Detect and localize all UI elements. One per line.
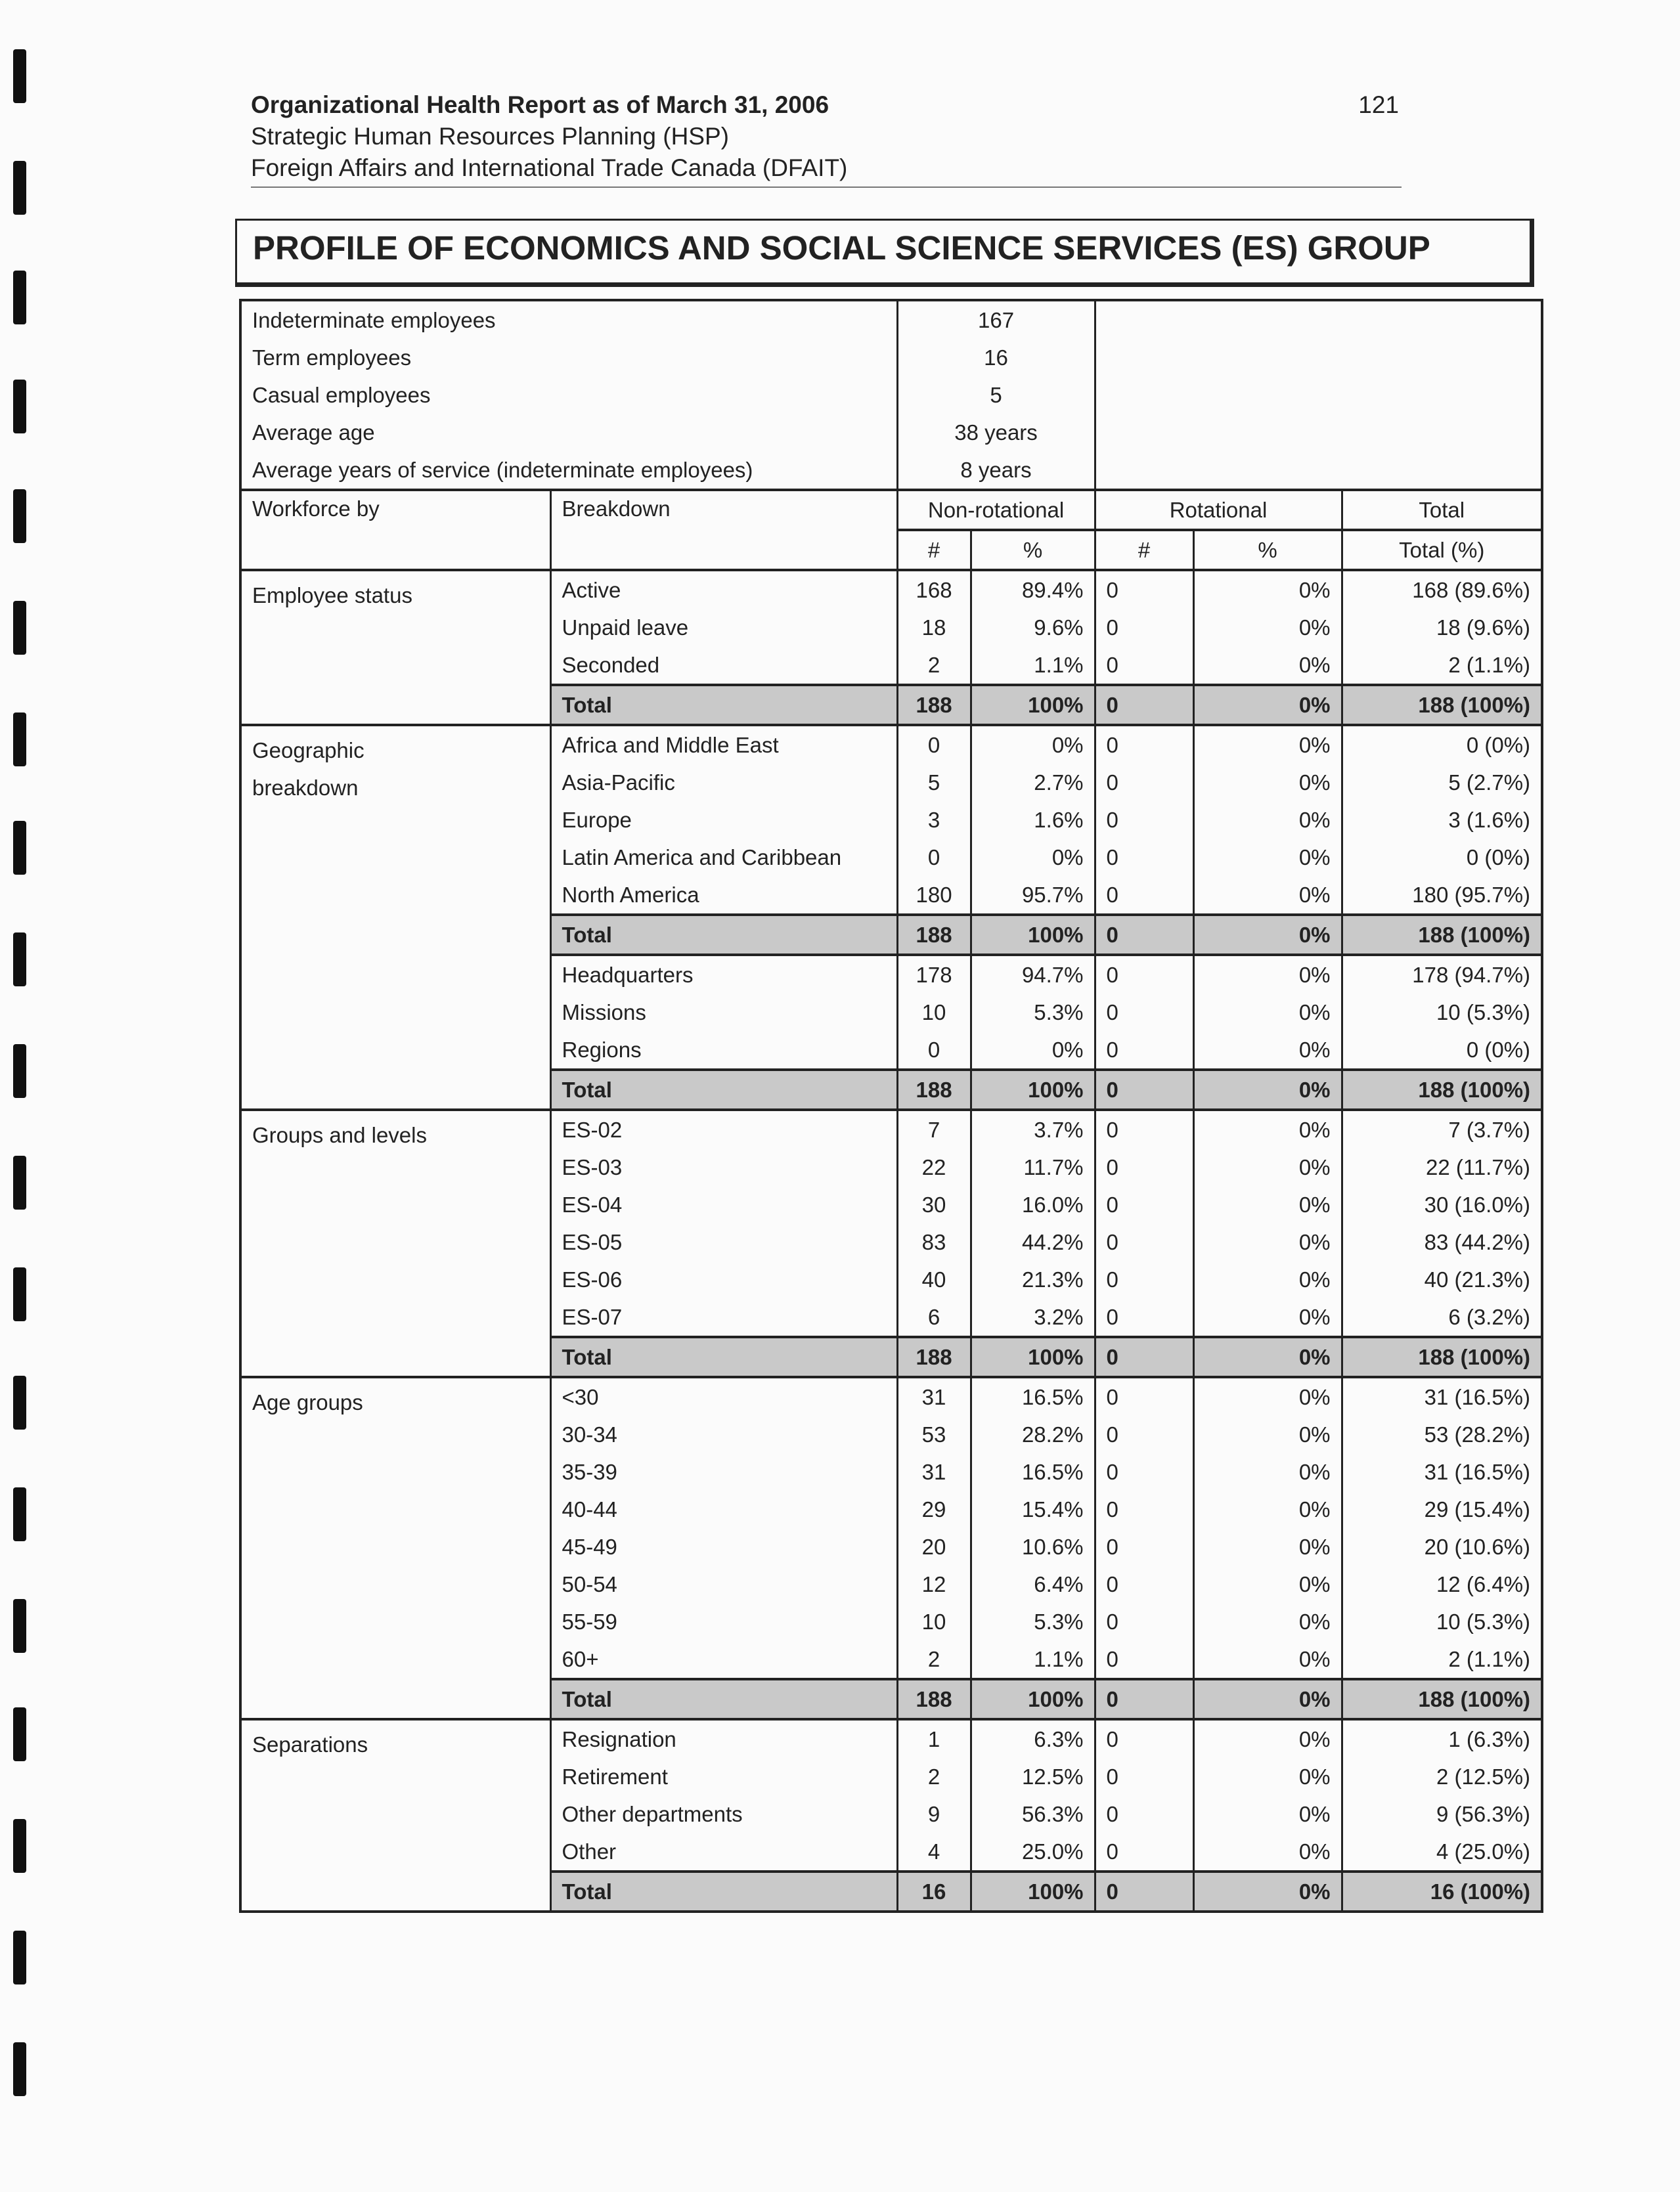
r-count: 0 [1095, 609, 1193, 646]
header-total-pct: Total (%) [1342, 530, 1542, 570]
r-percent: 0% [1193, 876, 1342, 915]
table-row [240, 570, 1542, 609]
profile-title-box [235, 219, 1534, 287]
r-percent: 0% [1193, 1416, 1342, 1453]
total-value: 20 (10.6%) [1342, 1528, 1542, 1566]
binder-hole [13, 1599, 26, 1653]
header-r-percent: % [1193, 530, 1342, 570]
r-count: 0 [1095, 1719, 1193, 1758]
r-percent: 0% [1193, 1298, 1342, 1337]
row-breakdown-label: ES-04 [550, 1186, 897, 1223]
nr-percent: 25.0% [971, 1833, 1095, 1872]
binder-hole [13, 49, 26, 103]
nr-percent: 100% [971, 1679, 1095, 1719]
total-value: 0 (0%) [1342, 725, 1542, 764]
r-count: 0 [1095, 1377, 1193, 1416]
nr-percent: 44.2% [971, 1223, 1095, 1261]
report-title: Organizational Health Report as of March 31, 2006 [251, 91, 829, 118]
r-count: 0 [1095, 1223, 1193, 1261]
nr-count: 168 [897, 570, 971, 609]
row-breakdown-label: Missions [550, 994, 897, 1031]
r-count: 0 [1095, 1337, 1193, 1377]
binder-hole [13, 1267, 26, 1321]
r-count: 0 [1095, 570, 1193, 609]
total-value: 188 (100%) [1342, 685, 1542, 725]
nr-count: 9 [897, 1795, 971, 1833]
nr-percent: 100% [971, 1337, 1095, 1377]
nr-percent: 11.7% [971, 1149, 1095, 1186]
r-percent: 0% [1193, 1528, 1342, 1566]
r-count: 0 [1095, 876, 1193, 915]
r-count: 0 [1095, 725, 1193, 764]
total-value: 188 (100%) [1342, 1337, 1542, 1377]
nr-count: 3 [897, 801, 971, 839]
row-breakdown-label: Total [550, 1679, 897, 1719]
total-value: 188 (100%) [1342, 1679, 1542, 1719]
r-count: 0 [1095, 1758, 1193, 1795]
row-breakdown-label: 60+ [550, 1640, 897, 1679]
nr-percent: 28.2% [971, 1416, 1095, 1453]
nr-count: 188 [897, 1070, 971, 1110]
table-row [240, 1719, 1542, 1758]
binder-hole [13, 1044, 26, 1098]
r-percent: 0% [1193, 1719, 1342, 1758]
section-category-line: Groups and levels [252, 1123, 427, 1147]
total-value: 53 (28.2%) [1342, 1416, 1542, 1453]
r-count: 0 [1095, 685, 1193, 725]
r-percent: 0% [1193, 1833, 1342, 1872]
row-breakdown-label: Other departments [550, 1795, 897, 1833]
binder-hole [13, 1707, 26, 1761]
nr-percent: 0% [971, 725, 1095, 764]
r-count: 0 [1095, 1298, 1193, 1337]
total-value: 40 (21.3%) [1342, 1261, 1542, 1298]
summary-label: Indeterminate employees [240, 300, 897, 339]
section-category-line: Age groups [252, 1390, 363, 1414]
binder-hole [13, 271, 26, 324]
summary-label: Average age [240, 414, 897, 451]
total-value: 2 (12.5%) [1342, 1758, 1542, 1795]
profile-title: PROFILE OF ECONOMICS AND SOCIAL SCIENCE SERVICES (ES) GROUP [253, 229, 1430, 267]
row-breakdown-label: 40-44 [550, 1491, 897, 1528]
nr-percent: 6.3% [971, 1719, 1095, 1758]
nr-count: 4 [897, 1833, 971, 1872]
nr-percent: 3.7% [971, 1110, 1095, 1149]
nr-percent: 15.4% [971, 1491, 1095, 1528]
total-value: 2 (1.1%) [1342, 1640, 1542, 1679]
nr-count: 2 [897, 1758, 971, 1795]
section-category [240, 725, 550, 1110]
r-percent: 0% [1193, 685, 1342, 725]
section-category [240, 1110, 550, 1377]
nr-count: 2 [897, 646, 971, 685]
nr-percent: 9.6% [971, 609, 1095, 646]
nr-percent: 12.5% [971, 1758, 1095, 1795]
section-category-line: Separations [252, 1732, 368, 1757]
row-breakdown-label: Total [550, 1337, 897, 1377]
row-breakdown-label: 45-49 [550, 1528, 897, 1566]
nr-count: 0 [897, 725, 971, 764]
r-count: 0 [1095, 801, 1193, 839]
r-count: 0 [1095, 1070, 1193, 1110]
r-count: 0 [1095, 1833, 1193, 1872]
binder-hole [13, 2042, 26, 2096]
r-percent: 0% [1193, 1377, 1342, 1416]
row-breakdown-label: Total [550, 1872, 897, 1912]
total-value: 10 (5.3%) [1342, 1603, 1542, 1640]
total-value: 180 (95.7%) [1342, 876, 1542, 915]
r-percent: 0% [1193, 1453, 1342, 1491]
nr-count: 0 [897, 839, 971, 876]
nr-count: 31 [897, 1377, 971, 1416]
header-breakdown: Breakdown [550, 490, 897, 570]
nr-percent: 100% [971, 915, 1095, 955]
r-percent: 0% [1193, 1679, 1342, 1719]
header-non-rotational: Non-rotational [897, 490, 1095, 530]
total-value: 31 (16.5%) [1342, 1453, 1542, 1491]
nr-percent: 16.5% [971, 1453, 1095, 1491]
nr-percent: 16.0% [971, 1186, 1095, 1223]
r-count: 0 [1095, 1566, 1193, 1603]
r-percent: 0% [1193, 1337, 1342, 1377]
r-percent: 0% [1193, 1566, 1342, 1603]
binder-hole [13, 1487, 26, 1541]
total-value: 9 (56.3%) [1342, 1795, 1542, 1833]
total-value: 22 (11.7%) [1342, 1149, 1542, 1186]
r-percent: 0% [1193, 1795, 1342, 1833]
summary-value: 8 years [897, 451, 1095, 490]
nr-percent: 1.1% [971, 1640, 1095, 1679]
r-count: 0 [1095, 1640, 1193, 1679]
nr-count: 10 [897, 994, 971, 1031]
r-percent: 0% [1193, 646, 1342, 685]
total-value: 5 (2.7%) [1342, 764, 1542, 801]
r-count: 0 [1095, 955, 1193, 994]
nr-percent: 56.3% [971, 1795, 1095, 1833]
nr-count: 188 [897, 685, 971, 725]
binder-hole [13, 712, 26, 766]
row-breakdown-label: Unpaid leave [550, 609, 897, 646]
total-value: 30 (16.0%) [1342, 1186, 1542, 1223]
total-value: 31 (16.5%) [1342, 1377, 1542, 1416]
nr-count: 2 [897, 1640, 971, 1679]
nr-percent: 89.4% [971, 570, 1095, 609]
binder-hole [13, 380, 26, 433]
profile-table-body [240, 300, 1542, 1912]
nr-percent: 1.6% [971, 801, 1095, 839]
nr-percent: 95.7% [971, 876, 1095, 915]
nr-percent: 21.3% [971, 1261, 1095, 1298]
total-value: 178 (94.7%) [1342, 955, 1542, 994]
r-percent: 0% [1193, 994, 1342, 1031]
header-nr-count: # [897, 530, 971, 570]
nr-count: 22 [897, 1149, 971, 1186]
r-percent: 0% [1193, 915, 1342, 955]
report-subtitle: Strategic Human Resources Planning (HSP) [251, 123, 729, 150]
r-count: 0 [1095, 1261, 1193, 1298]
r-percent: 0% [1193, 725, 1342, 764]
row-breakdown-label: Total [550, 685, 897, 725]
nr-count: 10 [897, 1603, 971, 1640]
binder-hole [13, 1376, 26, 1430]
row-breakdown-label: Other [550, 1833, 897, 1872]
total-value: 188 (100%) [1342, 1070, 1542, 1110]
nr-count: 188 [897, 1337, 971, 1377]
nr-count: 29 [897, 1491, 971, 1528]
summary-label: Term employees [240, 339, 897, 376]
r-percent: 0% [1193, 955, 1342, 994]
nr-percent: 100% [971, 685, 1095, 725]
row-breakdown-label: Africa and Middle East [550, 725, 897, 764]
nr-percent: 94.7% [971, 955, 1095, 994]
row-breakdown-label: Regions [550, 1031, 897, 1070]
summary-value: 5 [897, 376, 1095, 414]
total-value: 10 (5.3%) [1342, 994, 1542, 1031]
summary-value: 38 years [897, 414, 1095, 451]
page-number: 121 [1358, 91, 1399, 118]
r-percent: 0% [1193, 764, 1342, 801]
summary-value: 167 [897, 300, 1095, 339]
header-r-count: # [1095, 530, 1193, 570]
nr-count: 12 [897, 1566, 971, 1603]
binder-hole [13, 161, 26, 215]
total-value: 0 (0%) [1342, 1031, 1542, 1070]
nr-percent: 5.3% [971, 994, 1095, 1031]
nr-percent: 6.4% [971, 1566, 1095, 1603]
nr-count: 188 [897, 1679, 971, 1719]
report-header [251, 89, 1402, 188]
row-breakdown-label: 30-34 [550, 1416, 897, 1453]
header-rotational: Rotational [1095, 490, 1342, 530]
r-count: 0 [1095, 1795, 1193, 1833]
total-value: 2 (1.1%) [1342, 646, 1542, 685]
r-count: 0 [1095, 1528, 1193, 1566]
nr-percent: 10.6% [971, 1528, 1095, 1566]
row-breakdown-label: 55-59 [550, 1603, 897, 1640]
row-breakdown-label: Asia-Pacific [550, 764, 897, 801]
r-percent: 0% [1193, 570, 1342, 609]
total-value: 188 (100%) [1342, 915, 1542, 955]
table-row [240, 725, 1542, 764]
total-value: 12 (6.4%) [1342, 1566, 1542, 1603]
row-breakdown-label: North America [550, 876, 897, 915]
r-count: 0 [1095, 1872, 1193, 1912]
header-nr-percent: % [971, 530, 1095, 570]
nr-count: 16 [897, 1872, 971, 1912]
table-row [240, 1110, 1542, 1149]
row-breakdown-label: Headquarters [550, 955, 897, 994]
nr-count: 1 [897, 1719, 971, 1758]
header-workforce-by: Workforce by [240, 490, 550, 570]
nr-count: 18 [897, 609, 971, 646]
binder-hole [13, 1819, 26, 1873]
r-percent: 0% [1193, 1031, 1342, 1070]
binder-hole [13, 489, 26, 543]
row-breakdown-label: ES-05 [550, 1223, 897, 1261]
row-breakdown-label: ES-03 [550, 1149, 897, 1186]
r-count: 0 [1095, 1603, 1193, 1640]
r-count: 0 [1095, 1491, 1193, 1528]
binder-hole [13, 601, 26, 655]
nr-count: 20 [897, 1528, 971, 1566]
total-value: 83 (44.2%) [1342, 1223, 1542, 1261]
nr-percent: 5.3% [971, 1603, 1095, 1640]
nr-percent: 100% [971, 1070, 1095, 1110]
nr-count: 178 [897, 955, 971, 994]
total-value: 1 (6.3%) [1342, 1719, 1542, 1758]
summary-label: Average years of service (indeterminate employees) [240, 451, 897, 490]
r-count: 0 [1095, 1679, 1193, 1719]
r-count: 0 [1095, 915, 1193, 955]
row-breakdown-label: 35-39 [550, 1453, 897, 1491]
row-breakdown-label: ES-02 [550, 1110, 897, 1149]
row-breakdown-label: <30 [550, 1377, 897, 1416]
nr-count: 7 [897, 1110, 971, 1149]
total-value: 168 (89.6%) [1342, 570, 1542, 609]
nr-percent: 1.1% [971, 646, 1095, 685]
row-breakdown-label: Total [550, 915, 897, 955]
nr-count: 31 [897, 1453, 971, 1491]
nr-percent: 0% [971, 1031, 1095, 1070]
r-percent: 0% [1193, 1223, 1342, 1261]
summary-row [240, 300, 1542, 339]
r-count: 0 [1095, 1110, 1193, 1149]
row-breakdown-label: ES-06 [550, 1261, 897, 1298]
nr-count: 53 [897, 1416, 971, 1453]
nr-count: 30 [897, 1186, 971, 1223]
r-percent: 0% [1193, 1491, 1342, 1528]
r-count: 0 [1095, 1416, 1193, 1453]
nr-count: 40 [897, 1261, 971, 1298]
r-count: 0 [1095, 839, 1193, 876]
row-breakdown-label: 50-54 [550, 1566, 897, 1603]
summary-value: 16 [897, 339, 1095, 376]
r-percent: 0% [1193, 1758, 1342, 1795]
nr-percent: 0% [971, 839, 1095, 876]
binder-hole [13, 821, 26, 875]
row-breakdown-label: Total [550, 1070, 897, 1110]
summary-blank [1095, 300, 1542, 490]
r-percent: 0% [1193, 1872, 1342, 1912]
total-value: 7 (3.7%) [1342, 1110, 1542, 1149]
nr-percent: 3.2% [971, 1298, 1095, 1337]
header-total: Total [1342, 490, 1542, 530]
r-percent: 0% [1193, 1186, 1342, 1223]
r-percent: 0% [1193, 1603, 1342, 1640]
r-percent: 0% [1193, 839, 1342, 876]
total-value: 6 (3.2%) [1342, 1298, 1542, 1337]
nr-count: 180 [897, 876, 971, 915]
nr-count: 83 [897, 1223, 971, 1261]
total-value: 3 (1.6%) [1342, 801, 1542, 839]
r-count: 0 [1095, 1186, 1193, 1223]
section-category [240, 1719, 550, 1912]
binder-hole [13, 932, 26, 986]
row-breakdown-label: Seconded [550, 646, 897, 685]
r-count: 0 [1095, 1031, 1193, 1070]
nr-percent: 16.5% [971, 1377, 1095, 1416]
r-count: 0 [1095, 994, 1193, 1031]
r-percent: 0% [1193, 1261, 1342, 1298]
section-category [240, 1377, 550, 1719]
r-percent: 0% [1193, 801, 1342, 839]
row-breakdown-label: Latin America and Caribbean [550, 839, 897, 876]
total-value: 0 (0%) [1342, 839, 1542, 876]
row-breakdown-label: Resignation [550, 1719, 897, 1758]
section-category-line: breakdown [252, 776, 359, 800]
r-count: 0 [1095, 1149, 1193, 1186]
column-header-row [240, 490, 1542, 530]
nr-percent: 2.7% [971, 764, 1095, 801]
summary-label: Casual employees [240, 376, 897, 414]
total-value: 16 (100%) [1342, 1872, 1542, 1912]
section-category-line: Geographic [252, 738, 365, 762]
r-percent: 0% [1193, 1110, 1342, 1149]
row-breakdown-label: Active [550, 570, 897, 609]
r-count: 0 [1095, 764, 1193, 801]
r-percent: 0% [1193, 609, 1342, 646]
row-breakdown-label: ES-07 [550, 1298, 897, 1337]
row-breakdown-label: Retirement [550, 1758, 897, 1795]
total-value: 18 (9.6%) [1342, 609, 1542, 646]
row-breakdown-label: Europe [550, 801, 897, 839]
nr-count: 6 [897, 1298, 971, 1337]
nr-percent: 100% [971, 1872, 1095, 1912]
total-value: 4 (25.0%) [1342, 1833, 1542, 1872]
section-category-line: Employee status [252, 583, 412, 607]
nr-count: 0 [897, 1031, 971, 1070]
r-percent: 0% [1193, 1640, 1342, 1679]
r-percent: 0% [1193, 1149, 1342, 1186]
nr-count: 188 [897, 915, 971, 955]
nr-count: 5 [897, 764, 971, 801]
total-value: 29 (15.4%) [1342, 1491, 1542, 1528]
binder-holes [5, 0, 32, 2192]
r-count: 0 [1095, 646, 1193, 685]
r-count: 0 [1095, 1453, 1193, 1491]
profile-table [239, 299, 1543, 1913]
binder-hole [13, 1156, 26, 1210]
binder-hole [13, 1931, 26, 1984]
report-department: Foreign Affairs and International Trade Canada (DFAIT) [251, 154, 848, 181]
r-percent: 0% [1193, 1070, 1342, 1110]
table-row [240, 1377, 1542, 1416]
section-category [240, 570, 550, 725]
